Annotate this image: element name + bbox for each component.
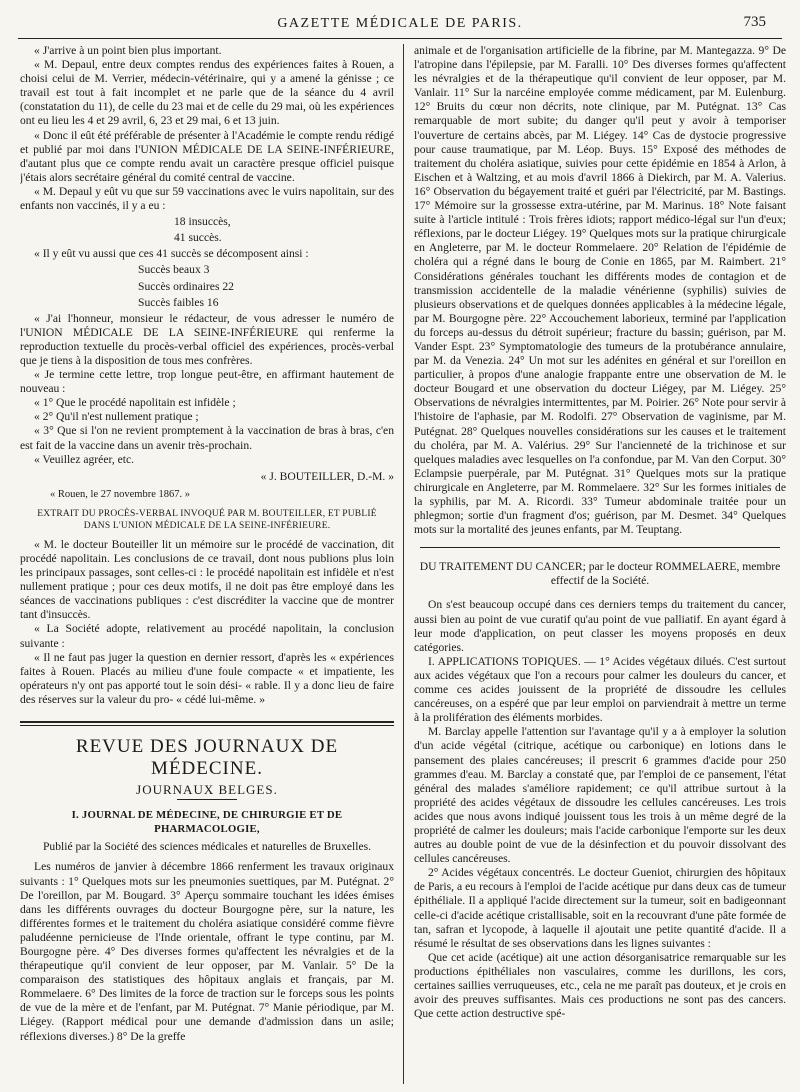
paragraph: Que cet acide (acétique) ait une action désorganisatrice remarquable sur les productions épithéliales non vasculaires, comme les durillons, les cors, certaines saillies verruqueuses, etc., cela ne me paraît pas douteux, et je crois en avoir des preuves suffisantes. Mais ces productions ne sont pas des cancers. Que cette action destructive spé- xyxy=(414,950,786,1021)
article-title: DU TRAITEMENT DU CANCER; par le docteur ROMMELAERE, membre effectif de la Société. xyxy=(419,560,781,588)
case-line: Succès ordinaires 22 xyxy=(138,279,234,293)
section-title: REVUE DES JOURNAUX DE MÉDECINE. xyxy=(75,736,339,780)
page-number: 735 xyxy=(743,14,766,30)
paragraph: « Veuillez agréer, etc. xyxy=(34,452,135,466)
paragraph: « 3° Que si l'on ne revient promptement à la vaccination de bras à bras, c'en est fait de la vaccine dans un avenir très-prochain. xyxy=(20,424,394,452)
paragraph: « La Société adopte, relativement au procédé napolitain, la conclusion suivante : xyxy=(20,622,394,650)
paragraph: « Donc il eût été préférable de présenter à l'Académie le compte rendu rédigé et publié par moi dans l'UNION MÉDICALE DE LA SEINE-INFÉRIEURE, d'autant plus que ce compte rendu avait un caractère presque officiel puisque j'étais alors secrétaire général du comité central de vaccine. xyxy=(20,128,394,184)
section-rule xyxy=(20,725,394,726)
paragraph: « Il y eût vu aussi que ces 41 succès se décomposent ainsi : xyxy=(34,247,309,261)
column-divider xyxy=(403,44,404,1084)
right-column xyxy=(414,44,786,1084)
section-rule xyxy=(420,547,780,548)
paragraph: « M. le docteur Bouteiller lit un mémoire sur le procédé de vaccination, dit procédé napolitain. Les conclusions de ce travail, dont nous publions plus loin les principaux passages, sont celles-ci : le procédé napolitain est infidèle et n'est nullement pratique ; pour ces deux motifs, il ne doit pas être employé dans les séances de vaccinations publiques : c'est discréditer la vaccine que de montrer tant d'insuccès. xyxy=(20,537,394,622)
signature: « J. BOUTEILLER, D.-M. » xyxy=(260,469,394,483)
paragraph: I. APPLICATIONS TOPIQUES. — 1° Acides végétaux dilués. C'est surtout aux acides végétaux que l'on a recours pour calmer les douleurs du cancer, et comme ces acides jouissent de la propriété de dissoudre les cellules cancéreuses, on a espéré que par leur emploi on parviendrait à mettre un terme à la prolifération des éléments morbides. xyxy=(414,654,786,725)
extract-heading: EXTRAIT DU PROCÈS-VERBAL INVOQUÉ PAR M. BOUTEILLER, ET PUBLIÉ DANS L'UNION MÉDICALE DE LA SEINE-INFÉRIEURE. xyxy=(37,508,377,531)
paragraph: On s'est beaucoup occupé dans ces derniers temps du traitement du cancer, aussi bien au point de vue curatif qu'au point de vue palliatif. En ayant égard à leur mode d'application, on peut classer les moyens proposés en deux catégories. xyxy=(414,598,786,654)
page-title: GAZETTE MÉDICALE DE PARIS. xyxy=(277,16,523,31)
paragraph: animale et de l'organisation artificielle de la fibrine, par M. Mantegazza. 9° De l'atropine dans l'épilepsie, par M. Faralli. 10° Des diverses formes qu'affectent les névralgies et de la thérapeutique qu'il convient de leur opposer, par M. Vanlair. 11° Sur la narcéine employée comme médicament, par M. Eulenburg. 12° Bruits du cœur non décrits, note clinique, par M. Putégnat. 13° Cas remarquable de mort subite; du danger qu'il peut y avoir à temporiser l'ouverture de certains abcès, par M. Liégey. 14° Cas de dystocie progressive pour cause traumatique, par M. Léop. Buys. 15° Exposé des méthodes de traitement du choléra asiatique, suivies pour cette épidémie en 1854 à Arlon, à Eischen et à Waltzing, et au mois d'avril 1866 à Diekirch, par M. A. Valerius. 16° Observation du bégayement traité et guéri par l'électricité, par M. Bastings. 17° Mémoire sur la grossesse extra-utérine, par M. Marinus. 18° Note faisant suite à l'article intitulé : Trois frères idiots; rapport médico-légal sur l'un d'eux; réflexions, par le docteur Liégey. 19° Quelques mots sur la pratique chirurgicale en Angleterre, par M. le docteur Rommelaere. 20° Relation de l'épidémie de choléra qui a régné dans le bourg de Conie en 1865, par M. Raimbert. 21° Considérations générales touchant les différents modes de contagion et de transmission accidentelle de la maladie vénérienne (syphilis) suivies de plusieurs observations et de quelques données applicables à la médecine légale, par M. Bourgogne père. 22° Accouchement laborieux, terminé par l'application du forceps au-dessus du détroit supérieur; fracture du bassin; guérison, par M. Vander Espt. 23° Symptomatologie des tumeurs de la protubérance annulaire, par M. da Venezia. 24° Un mot sur les adénites en général et sur l'oreillon en particulier, à propos d'une analogie frappante entre une observation de M. le docteur Bougard et une observation du docteur Liégey, par M. Liégey. 25° Observations de névralgies intermittentes, par M. Poirier. 26° Note pour servir à l'histoire de l'aphasie, par M. Rodolfi. 27° Observation de vaginisme, par M. Putégnat. 28° Quelques nouvelles considérations sur les causes et le traitement du choléra, par M. A. Valérius. 29° Sur l'ancienneté de la trichinose et sur quelques maladies avec lesquelles on l'a confondue, par M. Van den Corput. 30° Eclampsie puerpérale, par M. Putégnat. 31° Quelques mots sur la pratique chirurgicale en Angleterre, par M. Rommelaere. 32° Sur les formes initiales de la syphilis, par M. A. Ricordi. 33° Tumeur abdominale traitée pour un phlegmon; sortie d'un fragment d'os; guérison, par M. Desmet. 34° Quelques mots sur la mortalité des jeunes enfants, par M. Teuptang. xyxy=(414,44,786,537)
case-line: Succès beaux 3 xyxy=(138,263,210,277)
section-rule xyxy=(20,721,394,723)
paragraph: « M. Depaul y eût vu que sur 59 vaccinations avec le vuirs napolitain, sur des enfants non vaccinés, il y a eu : xyxy=(20,184,394,213)
dateline: « Rouen, le 27 novembre 1867. » xyxy=(50,488,190,500)
case-line: 41 succès. xyxy=(174,231,222,245)
paragraph: M. Barclay appelle l'attention sur l'avantage qu'il y a à employer la solution d'un acide végétal (citrique, acétique ou carbonique) en lotions dans le pansement des plaies cancéreuses; il prescrit 6 grammes d'acide pour 250 grammes d'eau. M. Barclay a constaté que, par l'emploi de ce pansement, l'état général des malades s'améliore rapidement; ce qu'il attribue surtout à la propriété des acides végétaux de dissoudre les cellules cancéreuses. Les trois acides que nous avons indiqué jouissent tous les trois à un même degré de la propriété de calmer les douleurs; mais l'acide carbonique l'emporte sur les deux autres au double point de vue de la désinfection et du pouvoir dissolvant des cellules cancéreuses. xyxy=(414,725,786,866)
paragraph: « J'arrive à un point bien plus important. xyxy=(34,44,222,57)
header-rule xyxy=(18,38,782,39)
journal-title: I. JOURNAL DE MÉDECINE, DE CHIRURGIE ET DE PHARMACOLOGIE, xyxy=(71,809,343,836)
paragraph: « Je termine cette lettre, trop longue peut-être, en affirmant hautement de nouveau : xyxy=(20,368,394,396)
journal-publisher: Publié par la Société des sciences médicales et naturelles de Bruxelles. xyxy=(42,840,372,854)
paragraph: « M. Depaul, entre deux comptes rendus des expériences faites à Rouen, a choisi celui de M. Verrier, médecin-vétérinaire, qui y a amené la génisse ; ce travail est tout à fait incomplet et ne parle que de la séance du 4 avril (constatation du 11), de celle du 23 mai et de celle du 29 mai, où les expériences ont eu lieu les 4 et 29 avril, 6, 23 et 29 mai, 6 et 13 juin. xyxy=(20,58,394,128)
paragraph: « J'ai l'honneur, monsieur le rédacteur, de vous adresser le numéro de l'UNION MÉDICALE DE LA SEINE-INFÉRIEURE qui renferme la reproduction textuelle du procès-verbal officiel des expériences, procès-verbal que je tiens à la disposition de tous mes confrères. xyxy=(20,311,394,367)
section-subtitle: JOURNAUX BELGES. xyxy=(136,782,278,798)
case-line: Succès faibles 16 xyxy=(138,295,219,309)
paragraph: Les numéros de janvier à décembre 1866 renferment les travaux originaux suivants : 1° Quelques mots sur les pneumonies suettiques, par M. Putégnat. 2° De l'oreillon, par M. Bougard. 3° Aperçu sommaire touchant les idées émises dans les différents ouvrages du docteur Bourgogne père, sur la nature, les différentes formes et le traitement du choléra asiatique considéré comme fièvre paludéenne pernicieuse de l'Inde orientale, offrant le type continu, par M. Bourgogne père. 4° Des diverses formes qu'affectent les névralgies et de la thérapeutique qu'il convient de leur opposer, par M. Vanlair. 5° De la comparaison des statistiques des hôpitaux anglais et français, par M. Rommelaere. 6° Des limites de la force de traction sur le forceps sous les points de vue de la mère et de l'enfant, par M. Putégnat. 7° Manie périodique, par M. Liégey. (Rapport médical pour une demande d'admission dans un asile; réflexions diverses.) 8° De la greffe xyxy=(20,860,394,1043)
case-line: 18 insuccès, xyxy=(174,215,231,229)
running-head xyxy=(0,14,800,36)
paragraph: « 2° Qu'il n'est nullement pratique ; xyxy=(34,410,199,424)
left-column xyxy=(20,44,394,1084)
short-rule xyxy=(177,799,237,800)
paragraph: « 1° Que le procédé napolitain est infidèle ; xyxy=(34,396,236,410)
paragraph: 2° Acides végétaux concentrés. Le docteur Gueniot, chirurgien des hôpitaux de Paris, a eu recours à l'emploi de l'acide acétique pur dans deux cas de tumeur épithéliale. Il a appliqué l'acide directement sur la tumeur, soit en badigeonnant celle-ci d'acide acétique cristallisable, soit en la recouvrant d'une pâte formée de tan, safran et lycopode, à laquelle il ajoutait une petite quantité d'acide. Il a résumé le résultat de ses observations dans les lignes suivantes : xyxy=(414,866,786,950)
quotation: « Il ne faut pas juger la question en dernier ressort, d'après les « expériences faites à Rouen. Placés au milieu d'une foule compacte « et impatiente, les opérateurs n'y ont pas apporté tout le soin dési- « rable. Il y a donc lieu de faire des réserves sur la valeur du pro- « cédé lui-même. » xyxy=(20,650,394,706)
